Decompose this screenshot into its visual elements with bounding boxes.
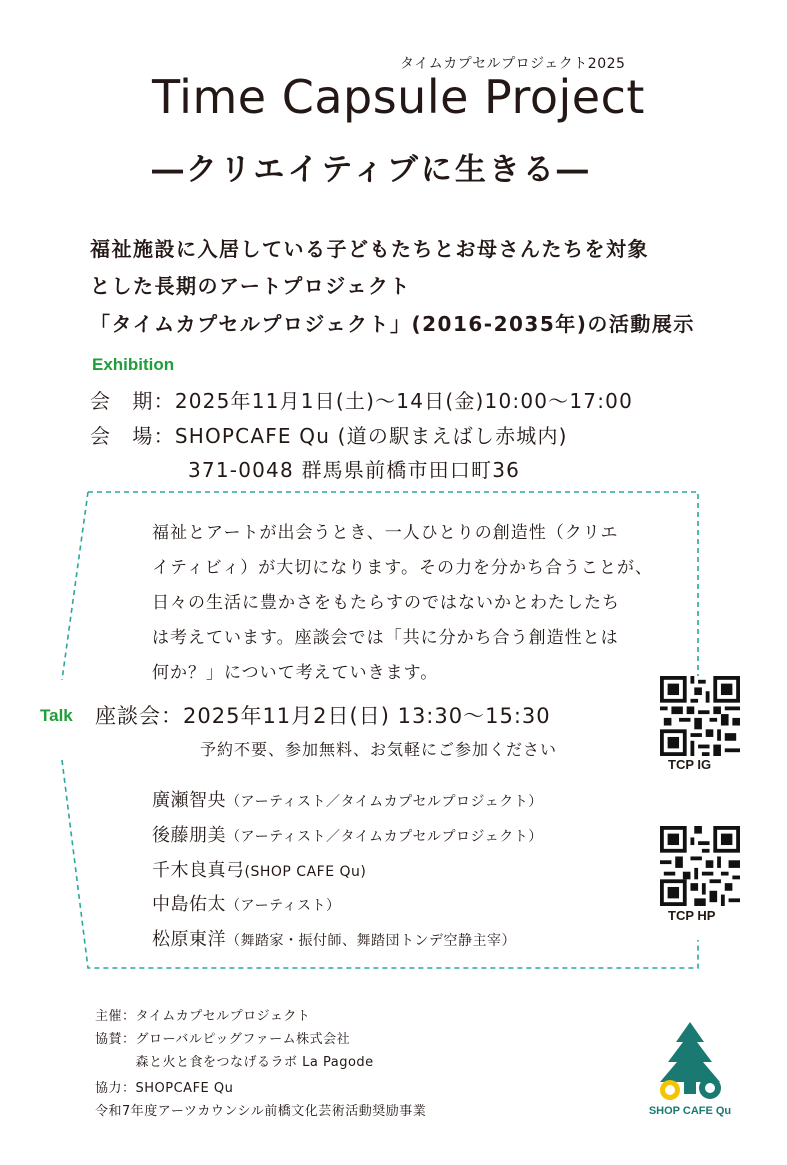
speaker-name: 廣瀬智央 [152, 790, 226, 811]
speaker-1 [152, 786, 543, 812]
intro-line-3: 「タイムカプセルプロジェクト」(2016-2035年)の活動展示 [90, 312, 695, 336]
speaker-3 [152, 856, 366, 882]
footer-grant: 令和7年度アーツカウンシル前橋文化芸術活動奨励事業 [95, 1104, 427, 1119]
exhibition-period [90, 385, 633, 414]
description-line-4: は考えています。座談会では「共に分かち合う創造性とは [152, 628, 619, 648]
speaker-4 [152, 890, 340, 916]
qr-code-ig-icon[interactable] [660, 676, 740, 756]
speaker-name: 千木良真弓 [152, 860, 245, 881]
logo-text: SHOP CAFE Qu [648, 1105, 732, 1117]
intro-line-2: とした長期のアートプロジェクト [90, 274, 411, 298]
speaker-role: （アーティスト／タイムカプセルプロジェクト） [226, 829, 543, 845]
speaker-name: 松原東洋 [152, 929, 226, 950]
exhibition-label: Exhibition [92, 355, 175, 374]
talk-note: 予約不要、参加無料、お気軽にご参加ください [200, 740, 558, 759]
speaker-role: (SHOP CAFE Qu) [244, 864, 367, 880]
tagline: ―クリエイティブに生きる― [152, 152, 591, 188]
description-line-3: 日々の生活に豊かさをもたらすのではないかとわたしたち [152, 593, 620, 613]
footer-organizer: 主催：タイムカプセルプロジェクト [95, 1009, 311, 1024]
exhibition-address: 371-0048 群馬県前橋市田口町36 [188, 458, 521, 482]
talk-label: Talk [40, 706, 73, 725]
venue-value: SHOPCAFE Qu (道の駅まえばし赤城内) [174, 424, 568, 448]
subtitle-japanese: タイムカプセルプロジェクト2025 [400, 56, 626, 72]
description-line-1: 福祉とアートが出会うとき、一人ひとりの創造性（クリエ [152, 523, 619, 543]
footer-cooperation: 協力：SHOPCAFE Qu [95, 1081, 234, 1096]
exhibition-venue [90, 420, 568, 449]
speaker-5 [152, 925, 516, 951]
venue-label: 会 場： [90, 424, 175, 448]
speaker-role: （舞踏家・振付師、舞踏団トンデ空静主宰） [226, 933, 516, 949]
main-title: Time Capsule Project [152, 70, 645, 124]
period-value: 2025年11月1日(土)～14日(金)10:00～17:00 [174, 389, 634, 413]
footer-sponsor-2: 森と火と食をつなげるラボ La Pagode [95, 1055, 374, 1070]
speaker-2 [152, 821, 543, 847]
speaker-name: 後藤朋美 [152, 825, 226, 846]
description-line-5: 何か？」について考えていきます。 [152, 663, 439, 683]
speaker-name: 中島佑太 [152, 894, 226, 915]
speaker-role: （アーティスト） [226, 898, 341, 914]
qr-hp-label: TCP HP [668, 908, 716, 923]
period-label: 会 期： [90, 389, 175, 413]
shop-cafe-qu-logo-icon [640, 1020, 740, 1120]
talk-schedule: 座談会：2025年11月2日(日) 13:30～15:30 [95, 704, 551, 728]
intro-line-1: 福祉施設に入居している子どもたちとお母さんたちを対象 [90, 237, 649, 261]
qr-ig-label: TCP IG [668, 757, 712, 772]
footer-sponsor: 協賛：グローバルピッグファーム株式会社 [95, 1032, 351, 1047]
description-line-2: イティビィ）が大切になります。その力を分かち合うことが、 [152, 558, 653, 578]
qr-code-hp-icon[interactable] [660, 826, 740, 906]
speaker-role: （アーティスト／タイムカプセルプロジェクト） [226, 794, 543, 810]
